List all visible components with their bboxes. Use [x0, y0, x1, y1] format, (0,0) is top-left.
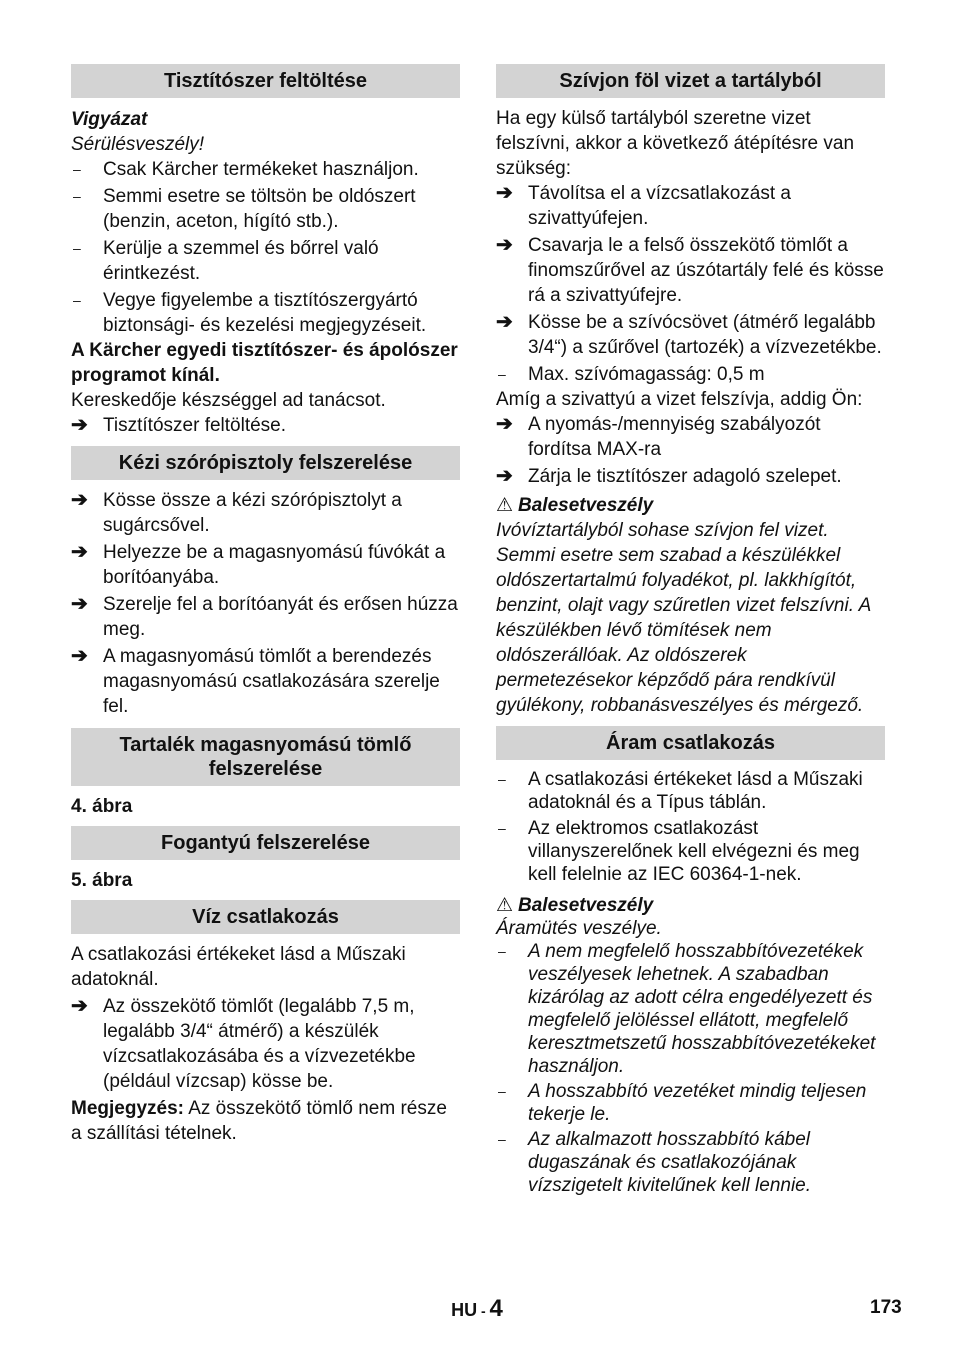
warning-icon: ⚠: [496, 895, 514, 916]
dealer-text: Kereskedője készséggel ad tanácsot.: [71, 390, 386, 411]
footer-section-label: [0, 1295, 954, 1323]
dash-icon: –: [498, 366, 506, 382]
figure-reference-4: 4. ábra: [71, 796, 133, 817]
arrow-icon: ➔: [496, 182, 513, 204]
warning-title: ⚠ Balesetveszély: [496, 495, 654, 516]
step-item: ➔ Szerelje fel a borítóanyát és erősen húzza meg.: [71, 593, 458, 640]
list-item: – Semmi esetre se töltsön be oldószert (benzin, aceton, hígító stb.).: [73, 186, 416, 232]
arrow-icon: ➔: [71, 593, 88, 615]
list-item: – A nem megfelelő hosszabbítóvezetékek veszélyesek lehetnek. A szabadban kizárólag az adott célra engedélyezett és megfelelő jelöléssel ellátott, megfelelő keresztmetszetű hosszabbítóvezetékeket használjon.: [498, 941, 876, 1077]
arrow-icon: ➔: [71, 489, 88, 511]
step-item: ➔ A nyomás-/mennyiség szabályozót fordítsa MAX-ra: [496, 413, 821, 460]
list-item: – Max. szívómagasság: 0,5 m: [498, 364, 765, 385]
heading-power-connection: Áram csatlakozás: [496, 726, 885, 760]
step-item: ➔ Tisztítószer feltöltése.: [71, 414, 287, 436]
dash-icon: –: [498, 771, 506, 787]
list-item: – A hosszabbító vezetéket mindig teljesen tekerje le.: [498, 1081, 867, 1125]
dash-icon: –: [498, 820, 506, 836]
heading-water-connection: Víz csatlakozás: [71, 900, 460, 934]
arrow-icon: ➔: [496, 234, 513, 256]
warning-subtitle: Áramütés veszélye.: [496, 918, 662, 939]
warning-icon: ⚠: [496, 495, 514, 516]
arrow-icon: ➔: [496, 413, 513, 435]
step-item: ➔ Zárja le tisztítószer adagoló szelepet.: [496, 465, 842, 487]
figure-reference-5: 5. ábra: [71, 870, 133, 891]
arrow-icon: ➔: [496, 465, 513, 487]
note-label: Megjegyzés:: [71, 1098, 184, 1119]
note: [71, 1096, 460, 1146]
arrow-icon: ➔: [71, 414, 88, 436]
right-column: [496, 64, 885, 1197]
list-item: – Csak Kärcher termékeket használjon.: [73, 159, 419, 180]
footer-lang: HU: [451, 1300, 478, 1320]
heading-refill-detergent: Tisztítószer feltöltése: [71, 64, 460, 98]
heading-suction: Szívjon föl vizet a tartályból: [496, 64, 885, 98]
dash-icon: –: [498, 1131, 506, 1147]
note-text: Az összekötő tömlő nem része a szállítási tételnek.: [71, 1098, 447, 1144]
list-item: – Vegye figyelembe a tisztítószergyártó biztonsági- és kezelési megjegyzéseit.: [73, 290, 427, 336]
dash-icon: –: [73, 188, 81, 204]
warning-text: Ivóvíztartályból sohase szívjon fel vizet. Semmi esetre sem szabad a készülékkel oldószertartalmú folyadékot, pl. lakkhígítót, benzint, olajt vagy szűretlen vizet felszívni. A készülékben lévő tömítések nem oldószerállóak. Az oldószerek permetezésekor képződő pára rendkívül gyúlékony, robbanásveszélyes és mérgező.: [496, 520, 871, 716]
arrow-icon: ➔: [71, 541, 88, 563]
dash-icon: –: [498, 943, 506, 959]
list-item: – A csatlakozási értékeket lásd a Műszaki adatoknál és a Típus táblán.: [498, 769, 863, 813]
dash-icon: –: [498, 1083, 506, 1099]
caution-title: Vigyázat: [71, 109, 148, 130]
arrow-icon: ➔: [496, 311, 513, 333]
step-item: ➔ Az összekötő tömlőt (legalább 7,5 m, legalább 3/4“ átmérő) a készülék vízcsatlakozásába és a vízvezetékbe (például vízcsap) kösse be.: [71, 995, 416, 1092]
step-item: ➔ Távolítsa el a vízcsatlakozást a szivattyúfejen.: [496, 182, 791, 229]
suction-intro: Ha egy külső tartályból szeretne vizet felszívni, akkor a következő átépítésre van szükség:: [496, 108, 855, 179]
water-text: A csatlakozási értékeket lásd a Műszaki adatoknál.: [71, 944, 406, 990]
dash-icon: –: [73, 161, 81, 177]
list-item: – Az alkalmazott hosszabbító kábel dugaszának és csatlakozójának vízszigetelt kivitelűnek kell lennie.: [498, 1129, 812, 1196]
step-item: ➔ A magasnyomású tömlőt a berendezés magasnyomású csatlakozására szerelje fel.: [71, 645, 440, 717]
step-item: ➔ Kösse be a szívócsövet (átmérő legalább 3/4“) a szűrővel (tartozék) a vízvezetékbe.: [496, 311, 882, 358]
arrow-icon: ➔: [71, 995, 88, 1017]
program-note: A Kärcher egyedi tisztítószer- és ápolószer programot kínál.: [71, 340, 458, 386]
list-item: – Az elektromos csatlakozást villanyszerelőnek kell elvégezni és meg kell felelnie az IEC 60364-1-nek.: [498, 818, 860, 885]
heading-spray-gun: Kézi szórópisztoly felszerelése: [71, 446, 460, 480]
dash-icon: –: [73, 292, 81, 308]
step-item: ➔ Csavarja le a felső összekötő tömlőt a finomszűrővel az úszótartály felé és kösse rá a szivattyúfejre.: [496, 234, 884, 306]
step-item: ➔ Helyezze be a magasnyomású fúvókát a borítóanyába.: [71, 541, 446, 588]
footer-separator: -: [477, 1303, 490, 1319]
arrow-icon: ➔: [71, 645, 88, 667]
left-column: [71, 64, 460, 1146]
step-item: ➔ Kösse össze a kézi szórópisztolyt a sugárcsővel.: [71, 489, 402, 536]
heading-spare-hose: Tartalék magasnyomású tömlő felszerelése: [71, 728, 460, 786]
list-item: – Kerülje a szemmel és bőrrel való érintkezést.: [73, 238, 379, 284]
heading-handle: Fogantyú felszerelése: [71, 826, 460, 860]
while-text: Amíg a szivattyú a vizet felszívja, addig Ön:: [496, 389, 863, 410]
warning-title-electric: ⚠ Balesetveszély: [496, 895, 654, 916]
dash-icon: –: [73, 240, 81, 256]
caution-subtitle: Sérülésveszély!: [71, 134, 205, 155]
page-number: 173: [870, 1297, 902, 1318]
footer-section-number: 4: [489, 1295, 503, 1322]
